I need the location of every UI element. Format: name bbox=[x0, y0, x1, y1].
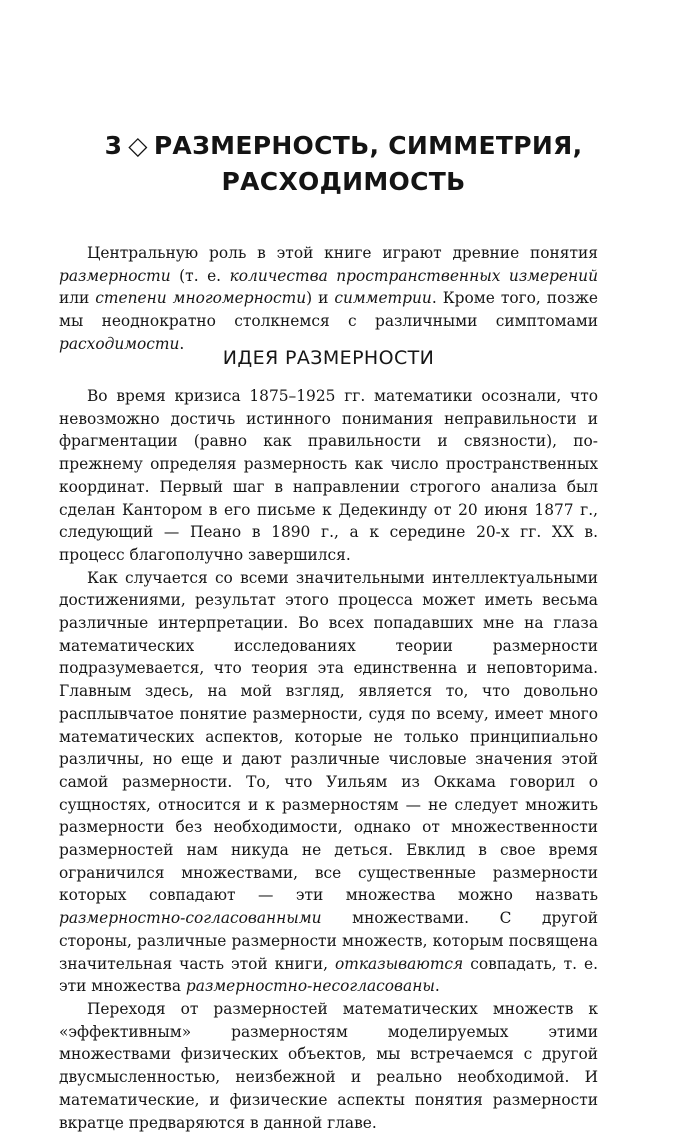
paragraph-2 bbox=[59, 567, 598, 998]
paragraph-span: совпадать, т. е. эти множества bbox=[59, 954, 599, 996]
intro-emphasis: размерности bbox=[59, 266, 171, 285]
intro-span: . bbox=[179, 334, 185, 353]
intro-emphasis: количества пространственных измерений bbox=[229, 266, 599, 285]
intro-emphasis: степени многомерности bbox=[95, 289, 307, 308]
diamond-separator-icon: ◇ bbox=[128, 131, 148, 160]
intro-paragraph bbox=[59, 242, 598, 356]
intro-span: . Кроме того, позже мы неоднократно столкнемся с различными симптомами bbox=[59, 289, 598, 331]
paragraph-span: множествами. С другой стороны, различные размерности множеств, которым посвящена значительная часть этой книги, bbox=[59, 909, 598, 973]
paragraph-emphasis: отказываются bbox=[334, 954, 464, 973]
intro-span: Центральную роль в этой книге играют древние понятия bbox=[87, 244, 598, 262]
chapter-title-line-2: РАСХОДИМОСТЬ bbox=[221, 167, 466, 196]
body-text bbox=[59, 385, 598, 1134]
paragraph-span: . bbox=[434, 977, 440, 996]
intro-span: (т. е. bbox=[170, 266, 230, 285]
chapter-number: 3 bbox=[104, 131, 123, 160]
intro-span: или bbox=[59, 289, 96, 308]
chapter-title bbox=[60, 128, 627, 200]
paragraph-3: Переходя от размерностей математических множеств к «эффективным» размерностям моделируемых этими множествами физических объектов, мы встречаемся с другой двусмысленностью, неизбежной и реально необходимой. И математические, и физические аспекты понятия размерности вкратце предваряются в данной главе. bbox=[59, 999, 598, 1132]
intro-span: ) и bbox=[306, 289, 335, 308]
intro-emphasis: расходимости bbox=[59, 334, 180, 353]
intro-emphasis: симметрии bbox=[334, 289, 432, 308]
chapter-title-line-1 bbox=[60, 128, 627, 164]
paragraph-emphasis: размерностно-несогласованы bbox=[185, 977, 435, 996]
intro-text bbox=[59, 242, 598, 356]
paragraph-1: Во время кризиса 1875–1925 гг. математики осознали, что невозможно достичь истинного понимания неправильности и фрагментации (равно как правильности и связности), по-прежнему определяя размерность как число пространственных координат. Первый шаг в направлении строгого анализа был сделан Кантором в его письме к Дедекинду от 20 июня 1877 г., следующий — Пеано в 1890 г., а к середине 20-х гг. XX в. процесс благополучно завершился. bbox=[59, 387, 598, 564]
paragraph-emphasis: размерностно-согласованными bbox=[59, 909, 322, 928]
paragraph-span: Как случается со всеми значительными интеллектуальными достижениями, результат этого процесса может иметь весьма различные интерпретации. Во всех попадавших мне на глаза математических исследованиях теории размерности подразумевается, что теория эта единственна и неповторима. Главным здесь, на мой взгляд, является то, что довольно расплывчатое понятие размерности, судя по всему, имеет много математических аспектов, которые не только принципиально различны, но еще и дают различные числовые значения этой самой размерности. То, что Уильям из Оккама говорил о сущностях, относится и к размерностям — не следует множить размерности без необходимости, однако от множественности размерностей нам никуда не деться. Евклид в свое время ограничился множествами, все существенные размерности которых совпадают — эти множества можно назвать bbox=[59, 568, 598, 905]
chapter-title-text-1: РАЗМЕРНОСТЬ, СИММЕТРИЯ, bbox=[153, 131, 583, 160]
section-heading: ИДЕЯ РАЗМЕРНОСТИ bbox=[222, 347, 435, 369]
